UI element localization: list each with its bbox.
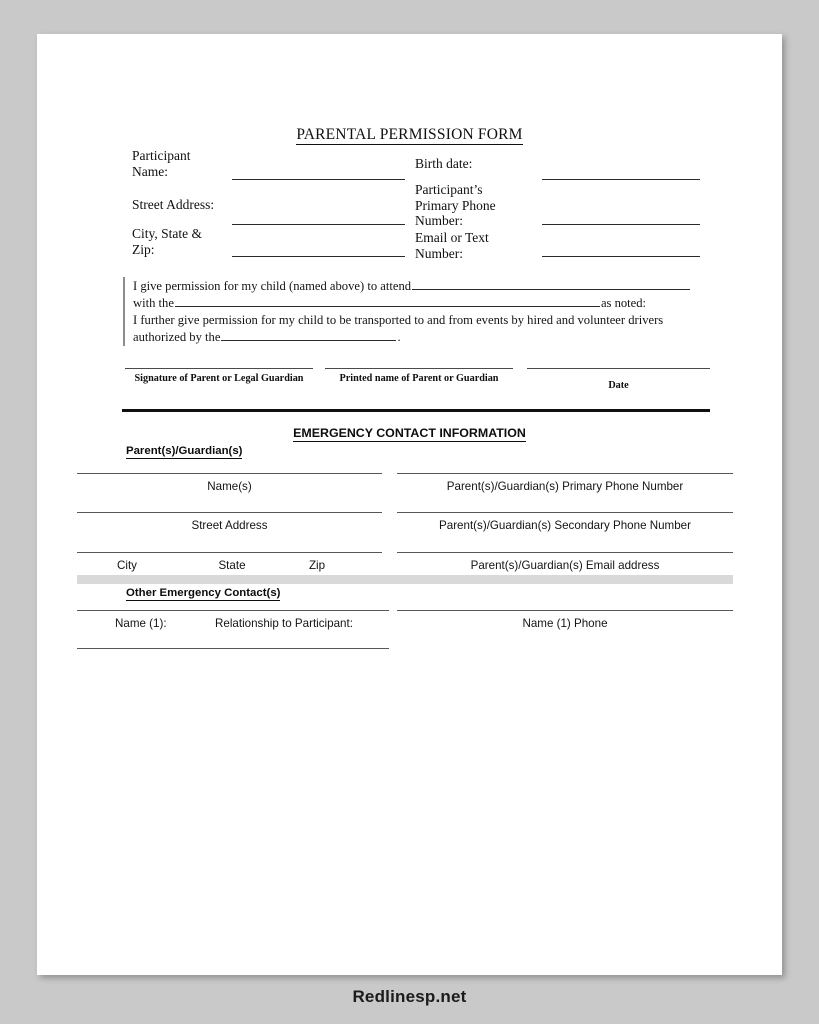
other-emergency-contact-heading — [126, 587, 280, 599]
permission-line-2 — [133, 294, 703, 311]
guardian-primary-phone-input[interactable] — [397, 473, 733, 474]
emergency-zip-label: Zip — [308, 559, 326, 572]
page-title — [37, 126, 782, 144]
participant-primary-phone-input[interactable] — [542, 224, 700, 225]
permission-line-2-prefix: with the — [133, 296, 174, 311]
authorizing-party-input[interactable] — [221, 328, 396, 341]
participant-name-label: Participant Name: — [132, 148, 191, 179]
city-state-zip-label: City, State & Zip: — [132, 226, 202, 257]
permission-statement — [123, 277, 703, 346]
permission-line-3-text: I further give permission for my child to be transported to and from events by hired and volunteer drivers — [133, 312, 664, 327]
emergency-street-address-input[interactable] — [77, 512, 382, 513]
permission-line-3 — [133, 312, 703, 328]
city-state-zip-input[interactable] — [232, 256, 405, 257]
other-contact-extra-input[interactable] — [77, 648, 389, 649]
signature-label: Signature of Parent or Legal Guardian — [134, 373, 304, 384]
permission-line-2-suffix: as noted: — [600, 296, 647, 311]
permission-line-4-suffix: . — [397, 330, 401, 345]
emergency-names-input[interactable] — [77, 473, 382, 474]
other-contact-phone-label: Name (1) Phone — [522, 617, 608, 630]
street-address-label: Street Address: — [132, 197, 215, 212]
highlight-band — [77, 575, 733, 584]
emergency-city-label: City — [117, 559, 137, 572]
emergency-section-title-text: EMERGENCY CONTACT INFORMATION — [293, 426, 526, 440]
document-page — [37, 34, 782, 975]
page-title-text: PARENTAL PERMISSION FORM — [296, 126, 523, 143]
parent-guardian-heading-text: Parent(s)/Guardian(s) — [126, 445, 243, 457]
other-contact-phone-input[interactable] — [397, 610, 733, 611]
guardian-email-input[interactable] — [397, 552, 733, 553]
organization-name-input[interactable] — [175, 294, 600, 307]
permission-line-4-prefix: authorized by the — [133, 330, 221, 345]
watermark — [0, 987, 819, 1007]
printed-name-rule[interactable] — [325, 368, 513, 369]
guardian-primary-phone-label: Parent(s)/Guardian(s) Primary Phone Number — [446, 480, 684, 493]
date-rule[interactable] — [527, 368, 710, 369]
emergency-names-label: Name(s) — [207, 480, 252, 493]
emergency-state-label: State — [218, 559, 246, 572]
street-address-input[interactable] — [232, 224, 405, 225]
other-contact-name-label: Name (1): — [115, 617, 167, 630]
section-divider — [122, 409, 710, 412]
permission-line-1 — [133, 277, 703, 294]
other-emergency-contact-heading-text: Other Emergency Contact(s) — [126, 587, 281, 599]
date-field[interactable] — [527, 368, 710, 392]
emergency-city-state-zip-input[interactable] — [77, 552, 382, 553]
email-or-text-input[interactable] — [542, 256, 700, 257]
email-or-text-label: Email or Text Number: — [415, 230, 489, 261]
guardian-email-label: Parent(s)/Guardian(s) Email address — [470, 559, 660, 572]
permission-line-1-text: I give permission for my child (named above) to attend — [133, 279, 412, 293]
date-label: Date — [608, 380, 629, 391]
birth-date-label: Birth date: — [415, 156, 473, 171]
watermark-text: Redlinesp.net — [352, 987, 467, 1006]
emergency-section-title — [37, 426, 782, 440]
parent-guardian-heading — [126, 445, 242, 457]
printed-name-label: Printed name of Parent or Guardian — [339, 373, 499, 384]
participant-name-input[interactable] — [232, 179, 405, 180]
guardian-secondary-phone-input[interactable] — [397, 512, 733, 513]
birth-date-input[interactable] — [542, 179, 700, 180]
signature-rule[interactable] — [125, 368, 313, 369]
other-contact-name-input[interactable] — [77, 610, 389, 611]
guardian-secondary-phone-label: Parent(s)/Guardian(s) Secondary Phone Number — [439, 519, 691, 532]
event-name-input[interactable] — [412, 277, 690, 290]
participant-primary-phone-label: Participant’s Primary Phone Number: — [415, 182, 496, 228]
permission-line-4 — [133, 328, 703, 345]
other-contact-relationship-label: Relationship to Participant: — [215, 617, 353, 630]
emergency-street-address-label: Street Address — [191, 519, 268, 532]
signature-field[interactable] — [125, 368, 313, 385]
printed-name-field[interactable] — [325, 368, 513, 385]
